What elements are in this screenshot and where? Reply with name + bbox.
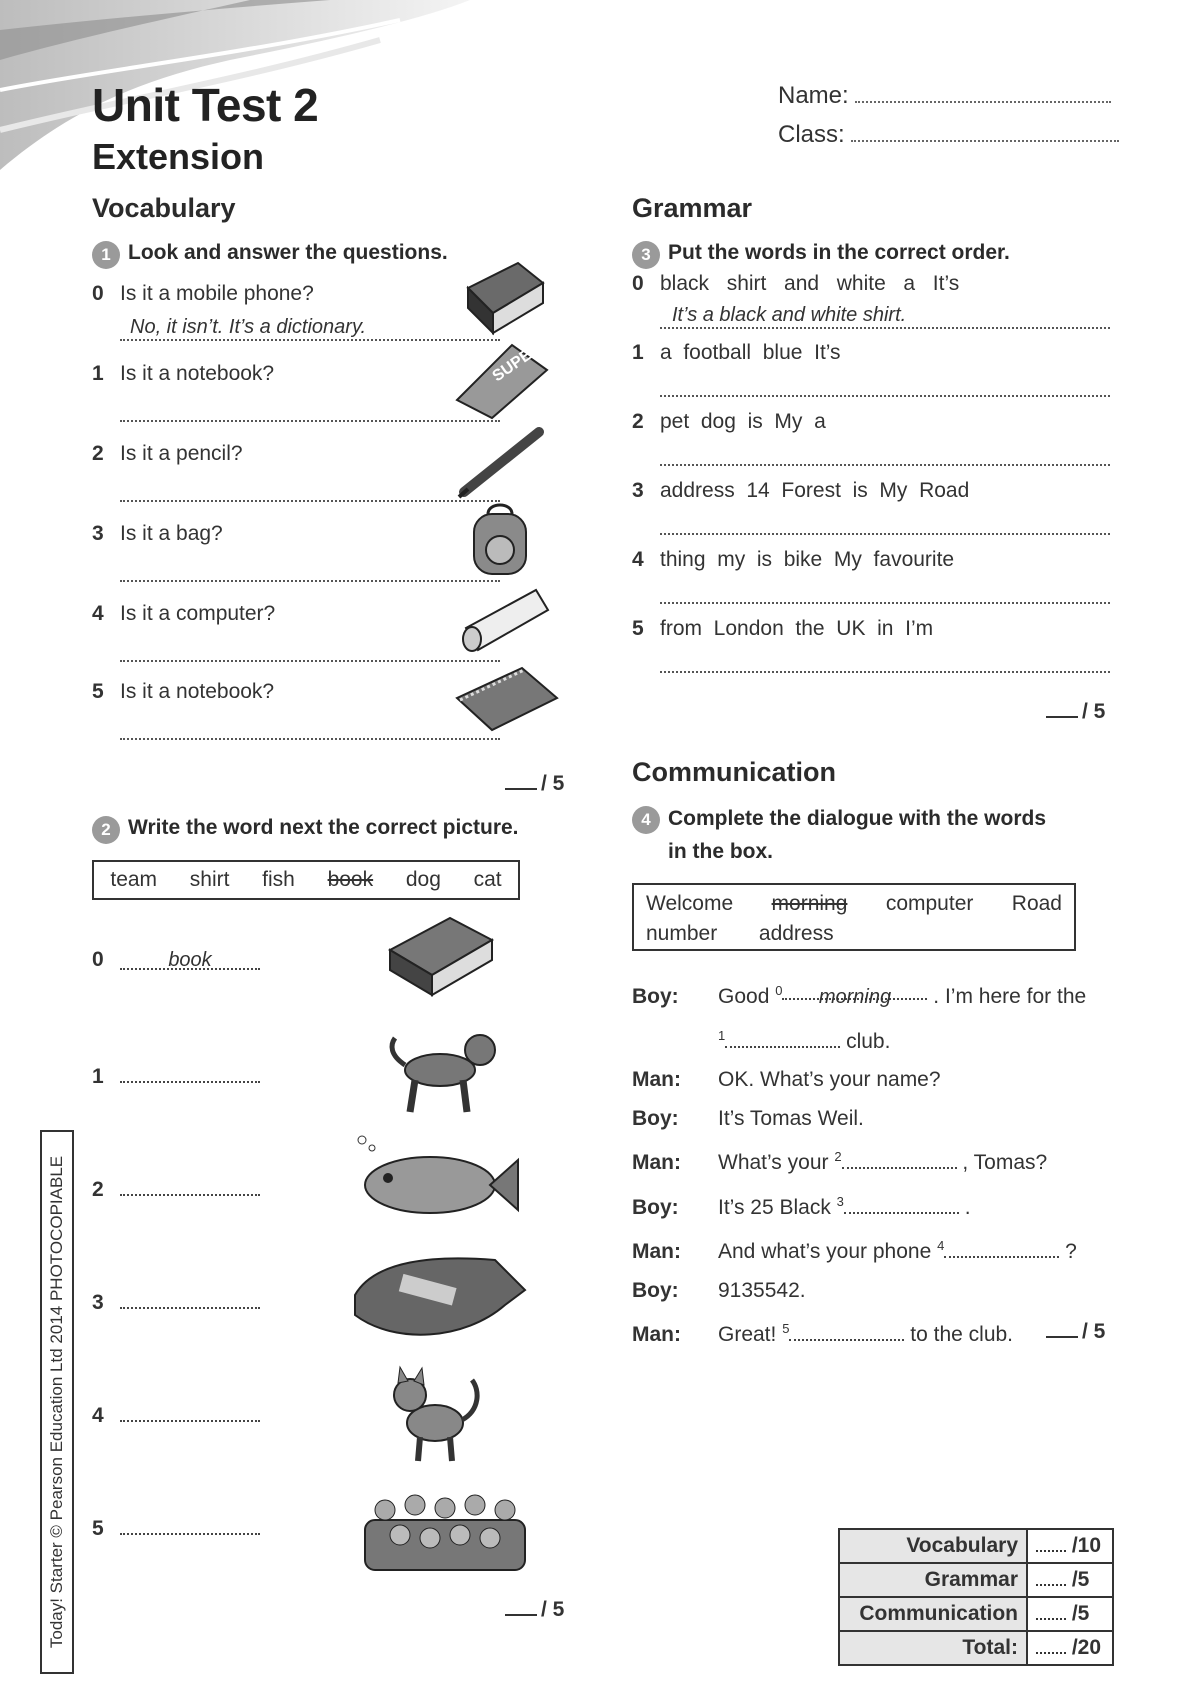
score-blank[interactable] — [505, 1614, 537, 1616]
answer-line[interactable]: book — [120, 948, 260, 970]
magazine-icon — [452, 340, 552, 420]
page-subtitle: Extension — [92, 136, 265, 177]
cat-icon — [380, 1365, 490, 1465]
exercise-1-score: / 5 — [505, 772, 564, 796]
list-item: 3 — [92, 1287, 292, 1400]
answer-line[interactable] — [120, 638, 500, 662]
exercise-4-instruction-line2: in the box. — [668, 840, 773, 863]
answer-gap[interactable] — [944, 1236, 1059, 1258]
vocabulary-heading: Vocabulary — [92, 193, 236, 223]
team-icon — [355, 1480, 535, 1575]
list-item: 5 from London the UK in I’m — [632, 617, 1112, 686]
list-item: 0 book — [92, 948, 292, 1061]
pen-icon — [454, 420, 554, 500]
exercise-number-badge: 3 — [632, 241, 660, 269]
name-label: Name: — [778, 82, 849, 109]
exercise-4-heading — [632, 806, 1046, 868]
svg-text:SUPER: SUPER — [489, 340, 545, 386]
word-option: cat — [473, 868, 502, 891]
score-blank[interactable] — [505, 788, 537, 790]
exercise-3-list — [632, 272, 1112, 686]
dialogue-line: Boy: Good $^0$ morning . I’m here for the — [632, 972, 1112, 1017]
word-option: fish — [262, 868, 295, 891]
dialogue-line: Boy: It’s 25 Black $^3$ . — [632, 1193, 971, 1219]
answer-line[interactable] — [120, 716, 500, 740]
answer-line[interactable] — [120, 1513, 260, 1535]
copyright-sidebar — [40, 1130, 74, 1674]
word-option: number — [646, 922, 718, 945]
exercise-2-list — [92, 948, 292, 1626]
list-item: 1 — [92, 1061, 292, 1174]
dialogue-line: Man: What’s your $^2$ , Tomas? — [632, 1149, 1048, 1174]
fish-icon — [350, 1130, 520, 1230]
answer-line[interactable] — [660, 649, 1110, 673]
pencil-case-icon — [456, 578, 556, 658]
word-box — [632, 883, 1076, 951]
answer-gap[interactable]: morning — [782, 978, 927, 1000]
word-option: shirt — [189, 868, 230, 891]
exercise-4-score: / 5 — [1046, 1320, 1105, 1344]
answer-gap[interactable] — [725, 1026, 840, 1048]
dog-icon — [385, 1020, 505, 1120]
answer-gap[interactable] — [842, 1147, 957, 1169]
exercise-number-badge: 1 — [92, 241, 120, 269]
word-option: dog — [405, 868, 441, 891]
table-row: Communication /5 — [839, 1597, 1113, 1631]
list-item: 2 — [92, 1174, 292, 1287]
answer-line[interactable] — [660, 442, 1110, 466]
answer-line[interactable] — [120, 1400, 260, 1422]
list-item: 2 Is it a pencil? — [92, 442, 522, 522]
exercise-2-heading — [92, 816, 519, 844]
dictionary-icon — [458, 258, 548, 338]
word-option-used: book — [327, 868, 374, 891]
exercise-2-score: / 5 — [505, 1598, 564, 1622]
communication-heading: Communication — [632, 757, 837, 787]
page-title: Unit Test 2 — [92, 79, 319, 131]
answer-line[interactable] — [120, 1287, 260, 1309]
answer-line[interactable] — [660, 511, 1110, 535]
exercise-number-badge: 4 — [632, 806, 660, 834]
list-item: 5 Is it a notebook? — [92, 680, 522, 760]
notebook-icon — [452, 658, 562, 738]
word-box — [92, 860, 520, 900]
list-item: 1 Is it a notebook? — [92, 362, 522, 442]
list-item: 0 black shirt and white a It’s It’s a black and white shirt. — [632, 272, 1112, 341]
score-summary-table — [838, 1528, 1114, 1666]
exercise-2-instruction: Write the word next the correct picture. — [128, 816, 519, 839]
word-option: computer — [885, 892, 974, 915]
list-item: 4 thing my is bike My favourite — [632, 548, 1112, 617]
list-item: 3 address 14 Forest is My Road — [632, 479, 1112, 548]
word-option: Road — [1011, 892, 1062, 915]
dialogue-line: Boy: 9135542. — [632, 1278, 806, 1302]
list-item: 4 — [92, 1400, 292, 1513]
dialogue-line: Man: Great! $^5$ to the club. — [632, 1321, 1014, 1346]
grammar-heading: Grammar — [632, 193, 753, 223]
list-item: 5 — [92, 1513, 292, 1626]
dialogue — [632, 972, 1112, 1355]
answer-line[interactable] — [120, 398, 500, 422]
table-row: Vocabulary /10 — [839, 1529, 1113, 1563]
exercise-1-heading — [92, 241, 472, 269]
list-item: 0 Is it a mobile phone? No, it isn’t. It’s a dictionary. — [92, 282, 522, 362]
backpack-icon — [462, 500, 542, 580]
word-option: Welcome — [646, 892, 734, 915]
answer-line[interactable] — [660, 373, 1110, 397]
class-label: Class: — [778, 121, 845, 148]
answer-line[interactable]: No, it isn’t. It’s a dictionary. — [120, 316, 500, 341]
score-blank[interactable] — [1046, 1336, 1078, 1338]
dialogue-line: Man: And what’s your phone $^4$ ? — [632, 1238, 1077, 1263]
exercise-4-instruction-line1: Complete the dialogue with the words — [668, 807, 1047, 830]
exercise-1-instruction: Look and answer the questions. — [128, 241, 448, 264]
shirt-icon — [345, 1240, 535, 1350]
answer-line[interactable]: It’s a black and white shirt. — [660, 304, 1110, 329]
name-field — [778, 82, 1111, 110]
class-input[interactable] — [851, 122, 1119, 142]
class-field — [778, 121, 1119, 149]
list-item: 4 Is it a computer? — [92, 602, 522, 680]
answer-line[interactable] — [120, 1174, 260, 1196]
table-row: Total: /20 — [839, 1631, 1113, 1665]
exercise-number-badge: 2 — [92, 816, 120, 844]
exercise-3-heading — [632, 241, 1010, 269]
answer-line[interactable] — [120, 1061, 260, 1083]
answer-line[interactable] — [120, 478, 500, 502]
name-input[interactable] — [855, 83, 1111, 103]
answer-gap[interactable] — [844, 1192, 959, 1214]
exercise-3-instruction: Put the words in the correct order. — [668, 241, 1010, 264]
book-icon — [380, 910, 500, 1000]
table-row: Grammar /5 — [839, 1563, 1113, 1597]
answer-gap[interactable] — [789, 1319, 904, 1341]
answer-line[interactable] — [120, 558, 500, 582]
dialogue-line: Man: OK. What’s your name? — [632, 1068, 941, 1091]
list-item: 3 Is it a bag? — [92, 522, 522, 602]
copyright-text: Today! Starter © Pearson Education Ltd 2014 PHOTOCOPIABLE — [47, 1155, 66, 1649]
list-item: 2 pet dog is My a — [632, 410, 1112, 479]
word-option: team — [110, 868, 158, 891]
exercise-3-score: / 5 — [1046, 700, 1105, 724]
answer-line[interactable] — [660, 580, 1110, 604]
dialogue-line: $^1$ club. — [718, 1027, 891, 1053]
dialogue-line: Boy: It’s Tomas Weil. — [632, 1106, 864, 1130]
list-item: 1 a football blue It’s — [632, 341, 1112, 410]
score-blank[interactable] — [1046, 716, 1078, 718]
word-option: address — [758, 922, 834, 945]
word-option-used: morning — [771, 892, 848, 915]
